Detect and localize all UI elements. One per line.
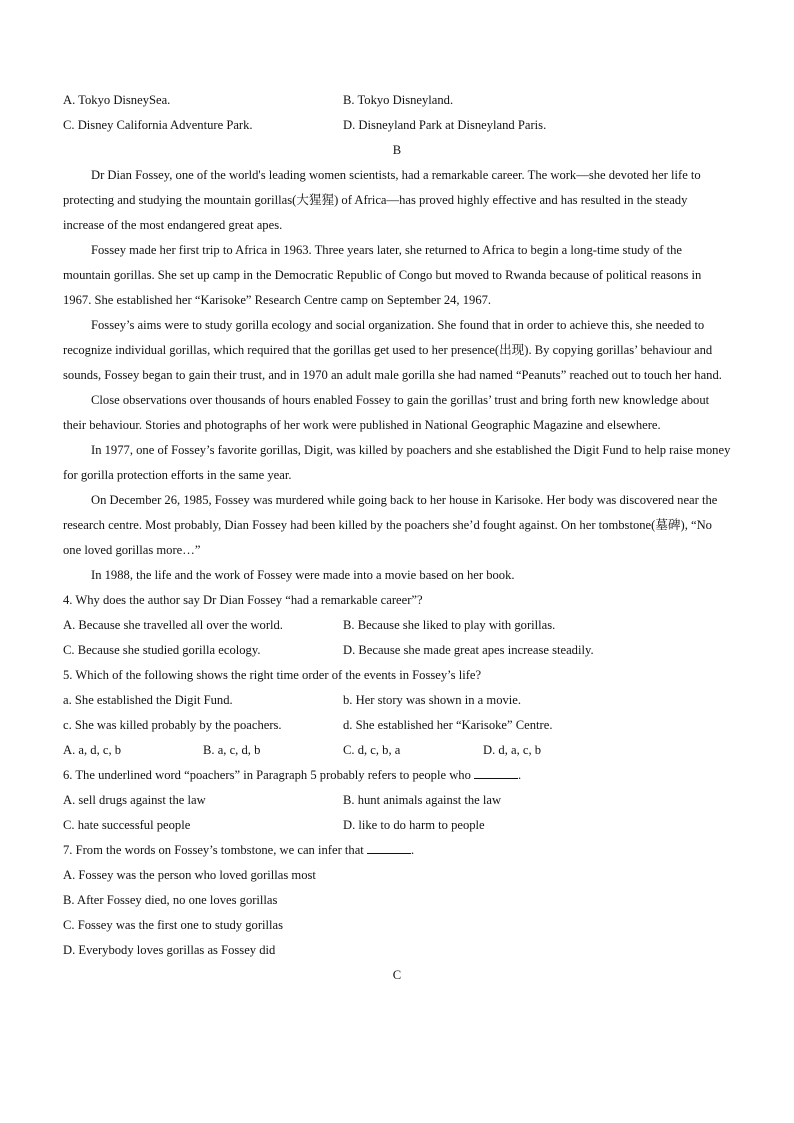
prev-option-d: D. Disneyland Park at Disneyland Paris. [343, 118, 547, 132]
question-6-option-a: A. sell drugs against the law [63, 793, 206, 807]
question-4-stem: 4. Why does the author say Dr Dian Fossey “had a remarkable career”? [63, 593, 423, 607]
question-5-event-c: c. She was killed probably by the poachers. [63, 718, 282, 732]
question-4-options-row-1 [63, 613, 731, 638]
answer-blank [367, 839, 411, 854]
question-6-option-c: C. hate successful people [63, 818, 191, 832]
question-5-option-b: B. a, c, d, b [203, 743, 261, 757]
question-7-stem-line [63, 838, 731, 863]
passage-paragraph-6: On December 26, 1985, Fossey was murdered while going back to her house in Karisoke. Her body was discovered near the research centre. Most probably, Dian Fossey had been killed by the poachers she’d fought against. On her tombstone(墓碑), “No one loved gorillas more…” [63, 493, 718, 557]
prev-option-b: B. Tokyo Disneyland. [343, 93, 454, 107]
question-4-option-b: B. Because she liked to play with gorillas. [343, 618, 556, 632]
question-7-period: . [410, 843, 415, 857]
exam-page [63, 88, 731, 988]
question-7-option-a: A. Fossey was the person who loved gorillas most [63, 868, 316, 882]
passage-paragraph-4: Close observations over thousands of hours enabled Fossey to gain the gorillas’ trust and bring forth new knowledge about their behaviour. Stories and photographs of her work were published in National Geographic Magazine and elsewhere. [63, 393, 710, 432]
question-5-options-row [63, 738, 731, 763]
question-6-option-d: D. like to do harm to people [343, 818, 485, 832]
question-4-options-row-2 [63, 638, 731, 663]
question-5-event-a: a. She established the Digit Fund. [63, 693, 233, 707]
answer-blank [474, 764, 518, 779]
question-5-events-row-1 [63, 688, 731, 713]
prev-option-a: A. Tokyo DisneySea. [63, 93, 171, 107]
question-5-option-d: D. d, a, c, b [483, 743, 542, 757]
question-6-stem: 6. The underlined word “poachers” in Paragraph 5 probably refers to people who [63, 768, 471, 782]
question-5-stem: 5. Which of the following shows the right time order of the events in Fossey’s life? [63, 668, 482, 682]
question-5-event-d: d. She established her “Karisoke” Centre. [343, 718, 553, 732]
question-5-events-row-2 [63, 713, 731, 738]
prev-option-c: C. Disney California Adventure Park. [63, 118, 253, 132]
question-7-option-c: C. Fossey was the first one to study gorillas [63, 918, 284, 932]
passage-paragraph-5: In 1977, one of Fossey’s favorite gorillas, Digit, was killed by poachers and she established the Digit Fund to help raise money for gorilla protection efforts in the same year. [63, 443, 731, 482]
question-5-option-a: A. a, d, c, b [63, 743, 122, 757]
passage-paragraph-3: Fossey’s aims were to study gorilla ecology and social organization. She found that in order to achieve this, she needed to recognize individual gorillas, which required that the gorillas get used to her presence(出现). By copying gorillas’ behaviour and sounds, Fossey began to gain their trust, and in 1970 an adult male gorilla she had named “Peanuts” reached out to touch her hand. [63, 318, 722, 382]
prev-options-row-1 [63, 88, 731, 113]
question-4-option-c: C. Because she studied gorilla ecology. [63, 643, 261, 657]
prev-options-row-2 [63, 113, 731, 138]
question-5-option-c: C. d, c, b, a [343, 743, 401, 757]
question-7-stem: 7. From the words on Fossey’s tombstone, we can infer that [63, 843, 364, 857]
question-5-event-b: b. Her story was shown in a movie. [343, 693, 522, 707]
question-6-option-b: B. hunt animals against the law [343, 793, 502, 807]
section-b-heading: B [392, 143, 402, 157]
passage-paragraph-2: Fossey made her first trip to Africa in 1963. Three years later, she returned to Africa to begin a long-time study of the mountain gorillas. She set up camp in the Democratic Republic of Congo but moved to Rwanda because of political reasons in 1967. She established her “Karisoke” Research Centre camp on September 24, 1967. [63, 243, 702, 307]
question-6-options-row-1 [63, 788, 731, 813]
question-6-options-row-2 [63, 813, 731, 838]
passage-paragraph-1: Dr Dian Fossey, one of the world's leading women scientists, had a remarkable career. The work—she devoted her life to protecting and studying the mountain gorillas(大猩猩) of Africa—has proved highly effective and has resulted in the steady increase of the most endangered great apes. [63, 168, 701, 232]
passage-paragraph-7: In 1988, the life and the work of Fossey were made into a movie based on her book. [91, 568, 515, 582]
section-c-heading: C [392, 968, 402, 982]
question-4-option-a: A. Because she travelled all over the world. [63, 618, 283, 632]
question-6-stem-line [63, 763, 731, 788]
question-7-option-d: D. Everybody loves gorillas as Fossey did [63, 943, 276, 957]
question-4-option-d: D. Because she made great apes increase steadily. [343, 643, 594, 657]
question-6-period: . [518, 768, 522, 782]
question-7-option-b: B. After Fossey died, no one loves gorillas [63, 893, 278, 907]
